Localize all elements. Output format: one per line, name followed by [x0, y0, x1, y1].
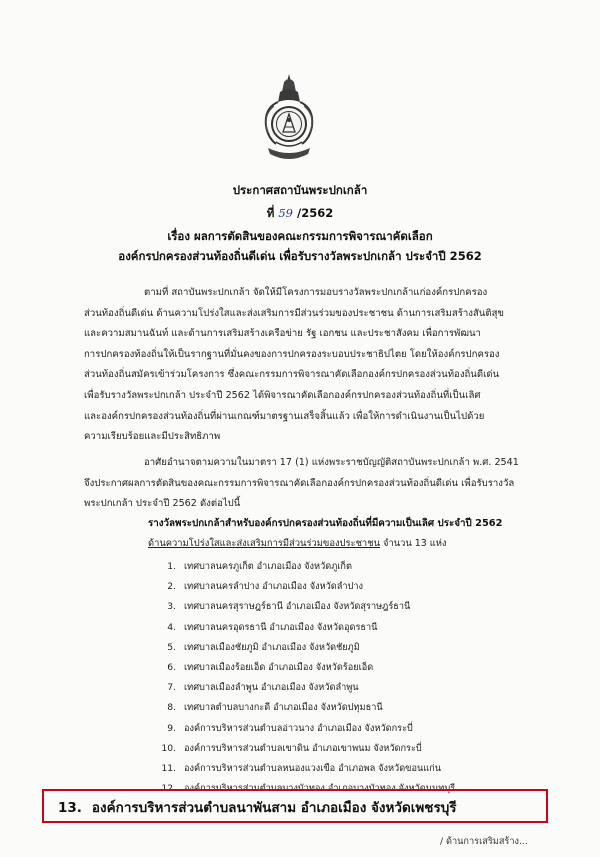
paragraph-line: เพื่อรับรางวัลพระปกเกล้า ประจำปี 2562 ได้พิจารณาคัดเลือกองค์กรปกครองส่วนท้องถิ่นที่เป็นเลิศ [84, 389, 481, 401]
paragraph-line: ส่วนท้องถิ่นสมัครเข้าร่วมโครงการ ซึ่งคณะกรรมการพิจารณาคัดเลือกองค์กรปกครองส่วนท้องถิ่นดีเด่น [84, 369, 500, 381]
highlighted-name: องค์การบริหารส่วนตำบลนาพันสาม อำเภอเมือง จังหวัดเพชรบุรี [91, 800, 457, 816]
subject-line-1: เรื่อง ผลการตัดสินของคณะกรรมการพิจารณาคัดเลือก [167, 229, 433, 243]
list-item: 8. เทศบาลตำบลบางกะดี อำเภอเมือง จังหวัดปทุมธานี [167, 702, 383, 714]
paragraph-line: และองค์กรปกครองส่วนท้องถิ่นที่ผ่านเกณฑ์มาตรฐานเสร็จสิ้นแล้ว เพื่อให้การดำเนินงานเป็นไปด้วย [84, 410, 485, 422]
paragraph-line: การปกครองท้องถิ่นให้เป็นรากฐานที่มั่นคงของการปกครองระบอบประชาธิปไตย โดยให้องค์กรปกครอง [84, 348, 500, 360]
award-count: จำนวน 13 แห่ง [382, 538, 447, 549]
list-item: 2. เทศบาลนครลำปาง อำเภอเมือง จังหวัดลำปาง [167, 581, 364, 593]
list-item: 5. เทศบาลเมืองชัยภูมิ อำเภอเมือง จังหวัดชัยภูมิ [167, 641, 360, 653]
continuation-note: / ด้านการเสริมสร้าง... [440, 836, 528, 847]
list-item: 12. องค์การบริหารส่วนตำบลบางบัวทอง อำเภอบางบัวทอง จังหวัดนนทบุรี [161, 783, 456, 795]
list-item: 11. องค์การบริหารส่วนตำบลหนองแวงเขือ อำเภอพล จังหวัดขอนแก่น [161, 762, 442, 774]
award-category [148, 536, 447, 551]
award-section-heading: รางวัลพระปกเกล้าสำหรับองค์กรปกครองส่วนท้องถิ่นที่มีความเป็นเลิศ ประจำปี 2562 [148, 518, 503, 529]
announcement-number [0, 205, 600, 223]
list-item: 10. องค์การบริหารส่วนตำบลเขาดิน อำเภอเขาพนม จังหวัดกระบี่ [161, 742, 422, 754]
list-item: 4. เทศบาลนครอุดรธานี อำเภอเมือง จังหวัดอุดรธานี [167, 621, 378, 633]
paragraph-line: และความสมานฉันท์ และด้านการเสริมสร้างเครือข่าย รัฐ เอกชน และประชาสังคม เพื่อการพัฒนา [84, 328, 481, 340]
highlighted-number: 13. [58, 800, 82, 816]
paragraph-line: ตามที่ สถาบันพระปกเกล้า จัดให้มีโครงการมอบรางวัลพระปกเกล้าแก่องค์กรปกครอง [144, 287, 488, 298]
list-item: 6. เทศบาลเมืองร้อยเอ็ด อำเภอเมือง จังหวัดร้อยเอ็ด [167, 661, 374, 673]
paragraph-intro [84, 283, 552, 448]
list-item: 1. เทศบาลนครภูเก็ต อำเภอเมือง จังหวัดภูเก็ต [167, 561, 352, 572]
highlighted-winner [58, 796, 457, 818]
paragraph-line: ความเรียบร้อยและมีประสิทธิภาพ [84, 431, 221, 443]
list-item: 3. เทศบาลนครสุราษฎร์ธานี อำเภอเมือง จังหวัดสุราษฎร์ธานี [167, 601, 411, 613]
handwritten-number: 59 [278, 206, 293, 220]
subject-line-2: องค์กรปกครองส่วนท้องถิ่นดีเด่น เพื่อรับรางวัลพระปกเกล้า ประจำปี 2562 [118, 249, 482, 263]
number-prefix: ที่ [266, 206, 275, 220]
list-item: 7. เทศบาลเมืองลำพูน อำเภอเมือง จังหวัดลำพูน [167, 682, 359, 694]
number-suffix: /2562 [297, 206, 334, 220]
paragraph-line: อาศัยอำนาจตามความในมาตรา 17 (1) แห่งพระราชบัญญัติสถาบันพระปกเกล้า พ.ศ. 2541 [144, 457, 519, 468]
paragraph-line: ส่วนท้องถิ่นดีเด่น ด้านความโปร่งใสและส่งเสริมการมีส่วนร่วมของประชาชน ด้านการเสริมสร้างสันติสุข [84, 307, 504, 319]
list-item: 9. องค์การบริหารส่วนตำบลอ่าวนาง อำเภอเมือง จังหวัดกระบี่ [167, 722, 413, 734]
paragraph-line: พระปกเกล้า ประจำปี 2562 ดังต่อไปนี้ [84, 498, 241, 510]
announcement-title: ประกาศสถาบันพระปกเกล้า [232, 183, 368, 197]
institute-seal-icon [256, 72, 322, 168]
paragraph-authority [84, 453, 552, 515]
winners-list [160, 557, 455, 799]
paragraph-line: จึงประกาศผลการตัดสินของคณะกรรมการพิจารณาคัดเลือกองค์กรปกครองส่วนท้องถิ่นดีเด่น เพื่อรับรางวัล [84, 477, 515, 489]
award-category-name: ด้านความโปร่งใสและส่งเสริมการมีส่วนร่วมของประชาชน [148, 538, 380, 549]
